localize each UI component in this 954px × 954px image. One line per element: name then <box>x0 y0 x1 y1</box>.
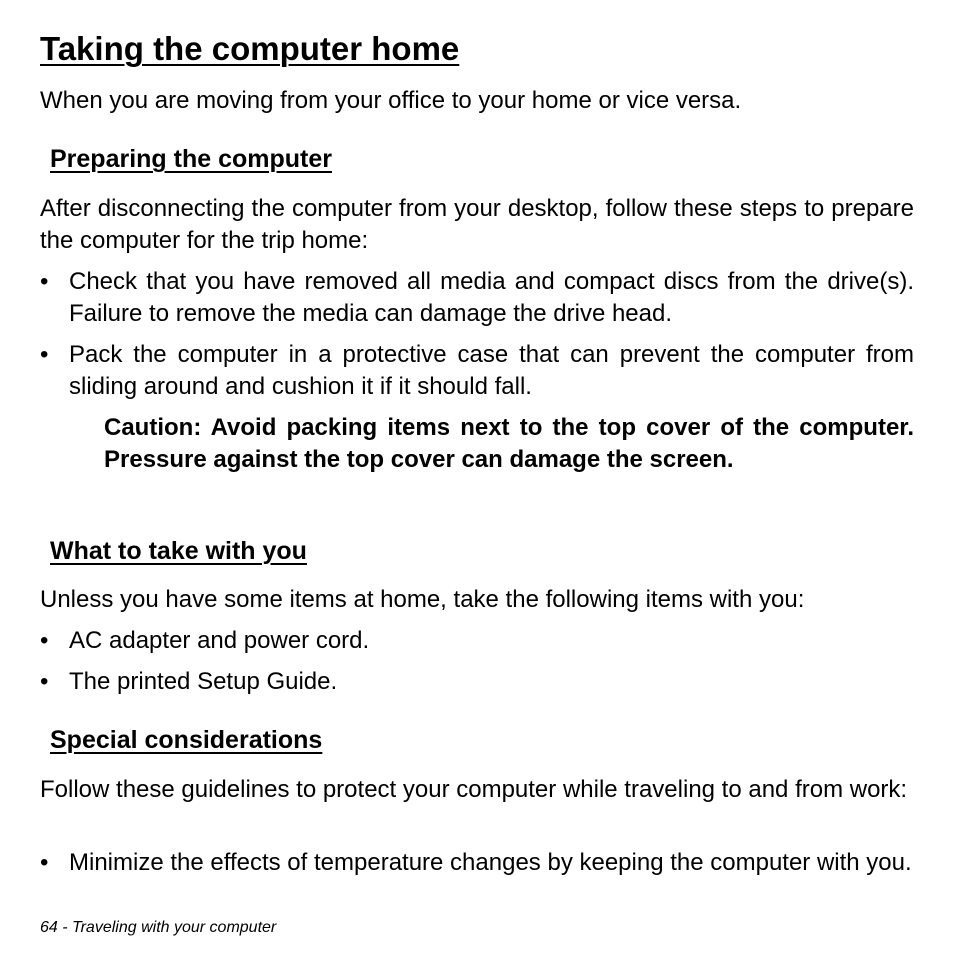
page-footer: 64 - Traveling with your computer <box>40 919 277 936</box>
bullet-marker: • <box>40 341 49 368</box>
preparing-paragraph: After disconnecting the computer from your desktop, follow these steps to prepare the computer for the trip home: <box>40 195 914 254</box>
list-item <box>40 666 914 698</box>
heading-preparing-computer: Preparing the computer <box>50 145 332 173</box>
bullet-marker: • <box>40 627 49 654</box>
list-item-text: Pack the computer in a protective case that can prevent the computer from sliding around and cushion it if it should fall. <box>69 341 914 400</box>
take-paragraph: Unless you have some items at home, take the following items with you: <box>40 586 805 613</box>
caution-note: Caution: Avoid packing items next to the top cover of the computer. Pressure against the top cover can damage the screen. <box>104 414 914 473</box>
list-item-text: AC adapter and power cord. <box>69 627 370 654</box>
heading-special-considerations: Special considerations <box>50 726 323 754</box>
special-paragraph: Follow these guidelines to protect your computer while traveling to and from work: <box>40 776 908 803</box>
list-item <box>40 266 914 330</box>
list-item-text: Check that you have removed all media and compact discs from the drive(s). Failure to remove the media can damage the drive head. <box>69 268 914 327</box>
bullet-marker: • <box>40 849 49 876</box>
list-item <box>40 339 914 403</box>
list-item <box>40 847 914 879</box>
list-item-text: The printed Setup Guide. <box>69 668 338 695</box>
list-item-text: Minimize the effects of temperature changes by keeping the computer with you. <box>69 849 912 876</box>
heading-what-to-take: What to take with you <box>50 537 307 565</box>
list-item <box>40 625 914 657</box>
bullet-marker: • <box>40 668 49 695</box>
intro-paragraph: When you are moving from your office to your home or vice versa. <box>40 87 742 114</box>
bullet-marker: • <box>40 268 49 295</box>
page-title: Taking the computer home <box>40 30 460 67</box>
